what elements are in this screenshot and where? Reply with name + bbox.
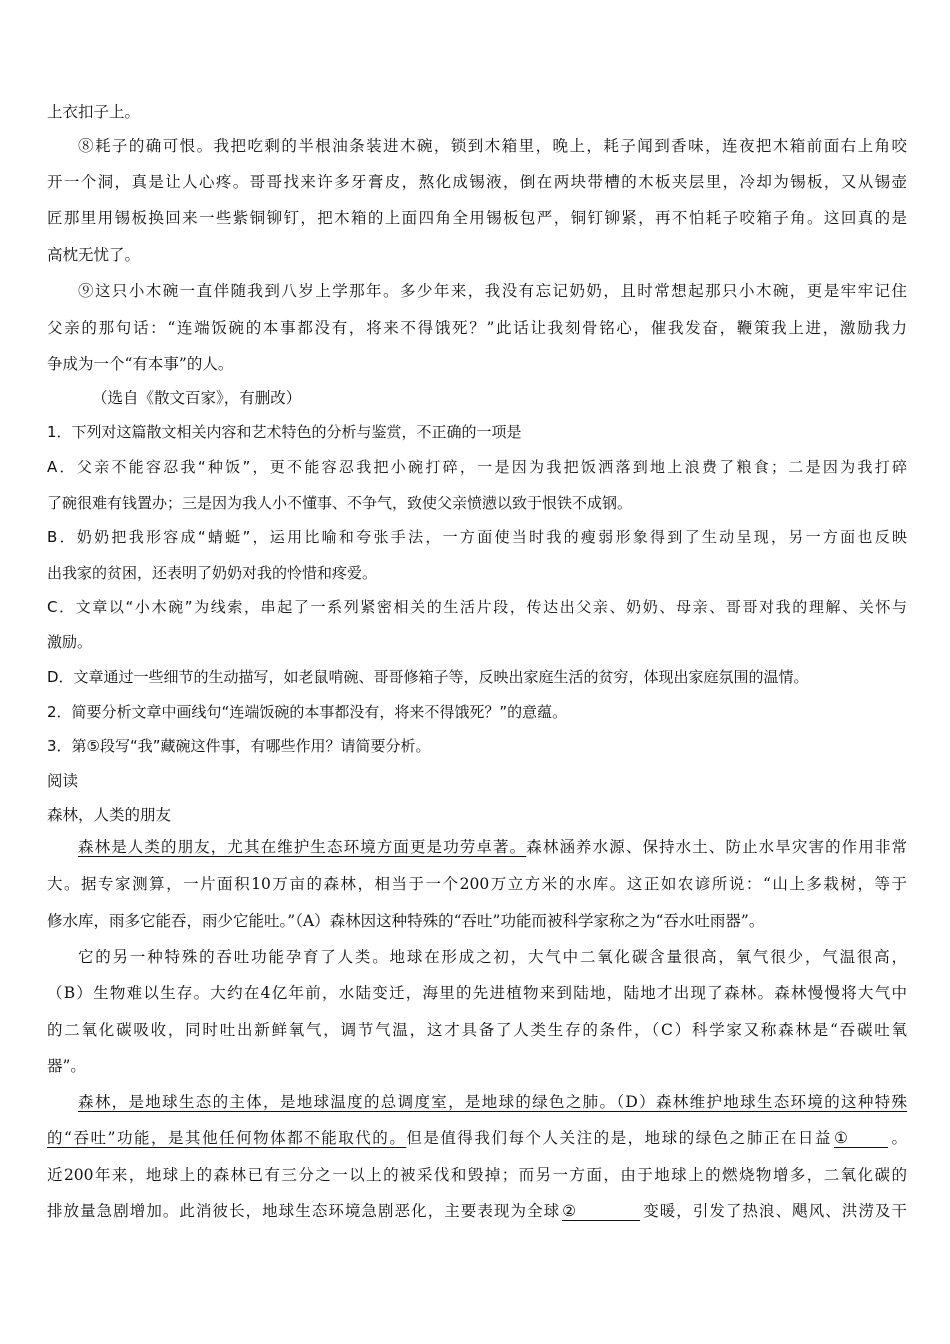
text-line	[47, 1196, 907, 1226]
text-line: ⑨这只小木碗一直伴随我到八岁上学那年。多少年来，我没有忘记奶奶，且时常想起那只小木碗，更是牢牢记住	[78, 282, 907, 300]
underlined-sentence: 森林，是地球生态的主体，是地球温度的总调度室，是地球的绿色之肺。（D）森林维护地球生态环境的这种特殊	[78, 1093, 907, 1111]
question-1-option-a: A．父亲不能容忍我“种饭”，更不能容忍我把小碗打碎，一是因为我把饭洒落到地上浪费了粮食；二是因为我打碎	[47, 458, 907, 476]
question-1-option-c-cont: 激励。	[47, 633, 93, 651]
text-line: 它的另一种特殊的吞吐功能孕育了人类。地球在形成之初，大气中二氧化碳含量很高，氧气很少，气温很高，	[78, 948, 907, 966]
text-line: 的二氧化碳吸收，同时吐出新鲜氧气，调节气温，这才具备了人类生存的条件，（C）科学家又称森林是“吞碳吐氧	[47, 1021, 907, 1039]
text-line: 修水库，雨多它能吞，雨少它能吐。”（A）森林因这种特殊的“吞吐”功能而被科学家称之为“吞水吐雨器”。	[47, 912, 765, 930]
text-span: 变暖，引发了热浪、飓风、洪涝及干	[642, 1202, 907, 1220]
text-line	[78, 832, 907, 862]
question-1-option-b: B．奶奶把我形容成“蜻蜓”，运用比喻和夸张手法，一方面使当时我的瘦弱形象得到了生动呈现，另一方面也反映	[47, 528, 907, 546]
text-line: 匠那里用锡板换回来一些紫铜铆钉，把木箱的上面四角全用锡板包严，铜钉铆紧，再不怕耗子咬箱子角。这回真的是	[47, 209, 907, 227]
reading-label: 阅读	[47, 772, 79, 790]
text-line: （B）生物难以生存。大约在4亿年前，水陆变迁，海里的先进植物来到陆地，陆地才出现了森林。森林慢慢将大气中	[47, 984, 907, 1002]
text-line: 器”。	[47, 1057, 86, 1075]
question-1-option-c: C．文章以“小木碗”为线索，串起了一系列紧密相关的生活片段，传达出父亲、奶奶、母亲、哥哥对我的理解、关怀与	[47, 598, 907, 616]
question-1-option-b-cont: 出我家的贫困，还表明了奶奶对我的怜惜和疼爱。	[47, 564, 378, 582]
text-line: 父亲的那句话：“连端饭碗的本事都没有，将来不得饿死？”此话让我刻骨铭心，催我发奋，鞭策我上进，激励我力	[47, 319, 907, 337]
text-span: 排放量急剧增加。此消彼长，地球生态环境急剧恶化，主要表现为全球	[47, 1202, 561, 1220]
text-span: 。	[889, 1129, 907, 1147]
text-line: 开一个洞，真是让人心疼。哥哥找来许多牙膏皮，熬化成锡液，倒在两块带槽的木板夹层里，冷却为锡板，又从锡壶	[47, 173, 907, 191]
fill-blank-2: ②	[562, 1202, 640, 1221]
text-line: 高枕无忧了。	[47, 246, 141, 264]
question-2: 2．简要分析文章中画线句“连端饭碗的本事都没有，将来不得饿死？”的意蕴。	[47, 703, 568, 721]
text-line	[47, 1123, 907, 1153]
question-1-option-a-cont: 了碗很难有钱置办；三是因为我人小不懂事、不争气，致使父亲愤懑以致于恨铁不成钢。	[47, 494, 633, 512]
underlined-sentence: 的“吞吐”功能，是其他任何物体都不能取代的。	[47, 1129, 407, 1147]
question-1-option-d: D．文章通过一些细节的生动描写，如老鼠啃碗、哥哥修箱子等，反映出家庭生活的贫穷，体现出家庭氛围的温情。	[47, 668, 809, 686]
reading-title: 森林，人类的朋友	[47, 806, 172, 824]
underlined-sentence: 森林是人类的朋友，尤其在维护生态环境方面更是功劳卓著。	[78, 838, 527, 856]
text-span: 森林涵养水源、保持水土、防止水旱灾害的作用非常	[526, 838, 907, 856]
text-line	[78, 1087, 907, 1117]
text-line: 大。据专家测算，一片面积10万亩的森林，相当于一个200万立方米的水库。这正如农谚所说：“山上多栽树，等于	[47, 875, 907, 893]
question-1-stem: 1．下列对这篇散文相关内容和艺术特色的分析与鉴赏，不正确的一项是	[47, 423, 522, 441]
text-line: 近200年来，地球上的森林已有三分之一以上的被采伐和毁掉；而另一方面，由于地球上的燃烧物增多，二氧化碳的	[47, 1166, 907, 1184]
text-line: ⑧耗子的确可恨。我把吃剩的半根油条装进木碗，锁到木箱里，晚上，耗子闻到香味，连夜把木箱前面右上角咬	[78, 137, 907, 155]
text-span: 但是值得我们每个人关注的是，地球的绿色之肺正在日益	[406, 1129, 832, 1147]
source-note: （选自《散文百家》，有删改）	[92, 389, 302, 407]
essay-continuation-line: 上衣扣子上。	[47, 103, 141, 121]
question-3: 3．第⑤段写“我”藏碗这件事，有哪些作用？请简要分析。	[47, 737, 431, 755]
fill-blank-1: ①	[834, 1129, 888, 1148]
text-line: 争成为一个“有本事”的人。	[47, 355, 234, 373]
